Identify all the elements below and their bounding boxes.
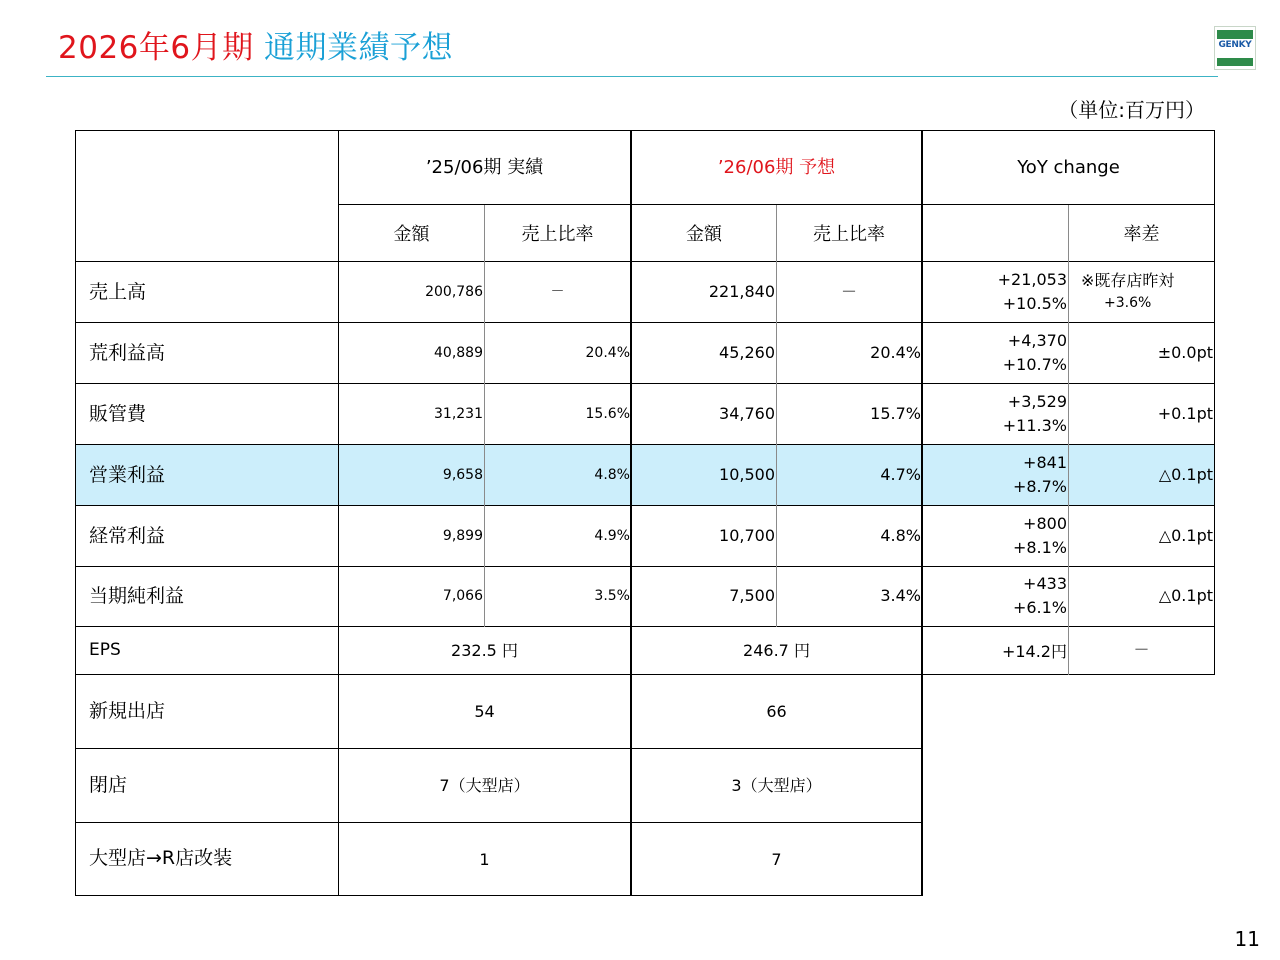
table-border-right	[1214, 130, 1215, 675]
row-label-eps: EPS	[89, 640, 121, 660]
table-border-top	[75, 130, 1215, 131]
header-yoy: YoY change	[1017, 157, 1120, 178]
cell-prev-ratio: 3.5%	[594, 588, 630, 604]
row-line	[75, 674, 1215, 675]
cell-cur-ratio: 4.8%	[880, 526, 921, 545]
cell-yoy-pct: +8.7%	[1012, 477, 1067, 496]
header-prev-ratio: 売上比率	[521, 224, 594, 245]
cell-yoy-pct: +8.1%	[1012, 538, 1067, 557]
cell-yoy-pct: +10.7%	[1002, 355, 1067, 374]
cell-prev-amount: 31,231	[434, 406, 483, 422]
title-subject: 通期業績予想	[263, 30, 453, 66]
cell-cur-amount: 34,760	[719, 404, 775, 423]
row-label-sales: 売上高	[89, 281, 147, 303]
cell-cur-ratio: 3.4%	[880, 586, 921, 605]
page-title	[58, 28, 453, 68]
page-number: 11	[1234, 927, 1260, 951]
cell-cur-amount: 45,260	[719, 343, 775, 362]
header-bottom-line	[75, 261, 1215, 262]
cell-existing-store-value: +3.6%	[1104, 295, 1152, 311]
cell-closed-stores-cur: 3（大型店）	[731, 776, 822, 795]
row-label-new-stores: 新規出店	[89, 700, 166, 722]
cell-yoy-amount: +3,529	[1007, 392, 1067, 411]
cell-cur-amount: 10,500	[719, 465, 775, 484]
row-label-gross-profit: 荒利益高	[89, 342, 166, 364]
header-ratio-diff: 率差	[1123, 224, 1160, 245]
cell-prev-ratio: －	[550, 284, 565, 300]
logo-text: GENKY	[1218, 40, 1252, 50]
cell-eps-yoy: +14.2円	[1001, 642, 1067, 661]
cell-prev-ratio: 4.9%	[594, 528, 630, 544]
cell-cur-amount: 7,500	[729, 586, 775, 605]
table-border-left	[75, 130, 76, 896]
cell-cur-ratio: －	[840, 282, 857, 301]
cell-prev-amount: 9,899	[442, 528, 483, 544]
row-line	[75, 505, 1215, 506]
cell-ratio-diff: △0.1pt	[1158, 586, 1213, 605]
cell-yoy-pct: +6.1%	[1012, 598, 1067, 617]
col-line	[921, 130, 923, 896]
header-prev-year: ’25/06期 実績	[425, 157, 544, 178]
cell-yoy-pct: +11.3%	[1002, 416, 1067, 435]
header-prev-amount: 金額	[393, 224, 430, 245]
cell-ratio-diff: ±0.0pt	[1157, 343, 1213, 362]
table-border-bottom	[75, 895, 922, 896]
row-label-ordinary-profit: 経常利益	[89, 525, 166, 547]
logo-band-top	[1217, 30, 1253, 39]
row-label-net-profit: 当期純利益	[89, 585, 185, 607]
header-cur-amount: 金額	[686, 224, 722, 245]
cell-eps-diff: －	[1133, 640, 1150, 659]
row-label-operating-profit: 営業利益	[89, 464, 166, 486]
cell-renovations-cur: 7	[771, 850, 782, 869]
cell-eps-cur: 246.7 円	[743, 641, 810, 660]
cell-yoy-amount: +841	[1023, 453, 1067, 472]
cell-prev-amount: 9,658	[442, 467, 483, 483]
title-rule	[46, 76, 1218, 77]
row-line	[75, 566, 1215, 567]
cell-closed-stores-prev: 7（大型店）	[439, 776, 530, 795]
cell-prev-amount: 40,889	[434, 345, 483, 361]
cell-yoy-amount: +800	[1023, 514, 1067, 533]
cell-cur-ratio: 4.7%	[880, 465, 921, 484]
cell-cur-ratio: 20.4%	[870, 343, 921, 362]
forecast-table	[75, 130, 1215, 896]
title-period: 2026年6月期	[58, 30, 254, 66]
row-line	[75, 748, 922, 749]
cell-new-stores-cur: 66	[766, 702, 787, 721]
company-logo	[1214, 26, 1256, 70]
row-label-closed-stores: 閉店	[89, 774, 128, 796]
cell-renovations-prev: 1	[479, 850, 490, 869]
row-line	[75, 444, 1215, 445]
cell-new-stores-prev: 54	[474, 702, 495, 721]
row-label-renovations: 大型店→R店改装	[89, 847, 233, 869]
cell-yoy-amount: +4,370	[1007, 331, 1067, 350]
cell-ratio-diff: +0.1pt	[1157, 404, 1213, 423]
cell-eps-prev: 232.5 円	[451, 641, 518, 660]
header-this-year: ’26/06期 予想	[717, 157, 836, 178]
cell-yoy-pct: +10.5%	[1002, 294, 1067, 313]
cell-existing-store-note: ※既存店昨対	[1081, 271, 1175, 290]
logo-band-bottom	[1217, 58, 1253, 66]
header-cur-ratio: 売上比率	[813, 224, 885, 245]
row-line	[75, 322, 1215, 323]
cell-prev-ratio: 15.6%	[585, 406, 630, 422]
cell-yoy-amount: +21,053	[997, 270, 1067, 289]
cell-yoy-amount: +433	[1023, 574, 1067, 593]
cell-ratio-diff: △0.1pt	[1158, 526, 1213, 545]
cell-cur-amount: 221,840	[708, 282, 775, 301]
row-label-sga: 販管費	[89, 403, 147, 425]
cell-cur-amount: 10,700	[719, 526, 775, 545]
row-line	[75, 626, 1215, 627]
cell-prev-ratio: 4.8%	[594, 467, 630, 483]
cell-prev-amount: 7,066	[442, 588, 483, 604]
unit-note: （単位:百万円）	[1058, 98, 1205, 122]
cell-ratio-diff: △0.1pt	[1158, 465, 1213, 484]
col-line	[1068, 205, 1069, 675]
row-line	[75, 383, 1215, 384]
row-line	[75, 822, 922, 823]
cell-prev-ratio: 20.4%	[585, 345, 630, 361]
cell-cur-ratio: 15.7%	[870, 404, 921, 423]
cell-prev-amount: 200,786	[425, 284, 483, 300]
